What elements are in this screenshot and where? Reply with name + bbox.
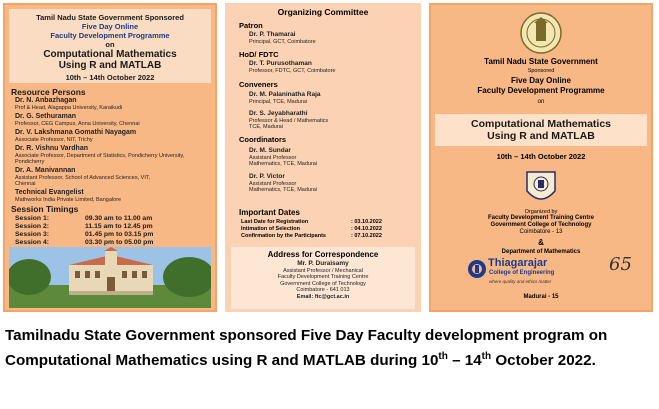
caption [5,325,655,371]
committee-member [249,91,321,105]
left-panel [3,3,217,312]
topic-line: Computational Mathematics [470,118,612,130]
tce-subtitle: College of Engineering [489,270,555,276]
left-header [9,9,211,83]
person-name: Dr. R. Vishnu Vardhan [15,145,89,152]
committee-title: Organizing Committee [277,7,369,17]
caption-text: Tamilnadu State Government sponsored Five Day Faculty development program on Computational Mathematics using R and MATLAB during 10 [5,327,608,370]
fdp-title [431,76,651,96]
committee-member [249,110,328,130]
caption-sup: th [438,351,448,362]
session-time: 03.30 pm to 05.00 pm [85,239,154,246]
session-time: 09.30 am to 11.00 am [85,215,153,222]
organizer [431,215,651,237]
member-name: Dr. P. Thamarai [249,31,296,38]
member-detail: Principal, GCT, Coimbatore [249,38,316,45]
contact-name: Mr. P. Duraisamy [297,260,349,267]
date-value: : 03.10.2022 [351,219,382,225]
person-name: Dr. A. Manivannan [15,167,76,174]
tce-anniversary: 65 [609,254,632,275]
organizer-line: Government College of Technology [490,222,592,229]
date-value: : 04.10.2022 [351,226,382,232]
date-label: Last Date for Registration [241,219,309,225]
committee-member [249,147,317,167]
tn-government-seal [431,11,651,60]
caption-sup: th [481,351,492,362]
date-row [241,226,382,233]
member-detail: Mathematics, TCE, Madurai [249,186,318,193]
member-detail: Professor & Head / Mathematics [249,117,329,124]
session-title: Session Timings [11,204,79,214]
member-detail: Professor, FDTC, GCT, Coimbatore [249,67,336,74]
conveners-role: Conveners [239,80,278,89]
campus-photo [9,247,211,308]
important-dates [241,219,382,240]
person-detail: Professor, CEG Campus, Anna University, Chennai [15,121,140,127]
address-line: Faculty Development Training Centre [277,274,369,280]
caption-text: October 2022. [491,352,596,370]
member-name: Dr. P. Victor [249,173,285,180]
gov-name: Tamil Nadu State Government [484,57,598,66]
resource-person [15,167,165,188]
resource-person [15,129,215,143]
middle-panel [225,3,421,312]
hod-role: HoD/ FDTC [239,50,279,59]
tce-logo-icon [467,258,487,285]
resource-person [15,189,215,203]
contact-email: Email: ftc@gct.ac.in [296,293,350,300]
tce-motto: where quality and ethics matter [489,279,552,284]
coordinators-role: Coordinators [239,135,287,144]
session-row [15,239,153,247]
person-name: Technical Evangelist [15,189,84,196]
fdp-line: Faculty Development Programme [50,31,170,40]
patron-role: Patron [239,21,263,30]
session-time: 01.45 pm to 03.15 pm [85,231,154,238]
person-detail: Prof & Head, Alagappa University, Karaikudi [15,105,123,111]
sponsored-label: Sponsored [527,68,555,74]
person-name: Dr. V. Lakshmana Gomathi Nayagam [15,129,137,136]
program-dates: 10th – 14th October 2022 [496,152,586,161]
date-row [241,219,382,226]
gct-logo [431,169,651,212]
member-name: Dr. T. Purusothaman [249,60,312,67]
person-detail: Assistant Professor, School of Advanced Sciences, VIT, Chennai [15,175,151,188]
session-row [15,215,153,223]
fdp-line: Five Day Online [510,76,572,85]
person-name: Dr. N. Anbazhagan [15,97,77,104]
address-line: Coimbatore - 641 013 [296,287,350,293]
location: Madurai - 15 [523,294,559,300]
session-label: Session 4: [15,239,49,246]
date-label: Confirmation by the Participants [241,233,326,239]
topic-banner [435,114,647,146]
resource-person [15,97,215,111]
session-row [15,231,153,239]
sponsor-line: Tamil Nadu State Government Sponsored [36,13,184,22]
committee-member [249,173,317,193]
topic-line: Using R and MATLAB [487,130,595,142]
date-label: Intimation of Selection [241,226,300,232]
member-name: Dr. M. Palaninatha Raja [249,91,321,98]
person-detail: Mathworks India Private Limited, Bangalore [15,197,122,203]
ampersand: & [538,238,544,247]
session-label: Session 1: [15,215,49,222]
session-row [15,223,153,231]
organized-by: Organized by [524,209,558,215]
member-detail: Mathematics, TCE, Madurai [249,160,318,167]
session-label: Session 3: [15,231,49,238]
session-list [15,215,153,247]
address-line: Assistant Professor / Mechanical [283,267,363,274]
organizer-line: Coimbatore - 13 [519,229,563,236]
session-label: Session 2: [15,223,49,230]
committee-member [249,60,336,74]
session-time: 11.15 am to 12.45 pm [85,223,153,230]
member-detail: Principal, TCE, Madurai [249,98,307,105]
person-detail: Associate Professor, Department of Statistics, Pondicherry University, Pondicherry [15,153,185,166]
topic-line: Using R and MATLAB [58,60,162,71]
address-title: Address for Correspondence [267,250,379,259]
date-row [241,233,382,240]
member-detail: TCE, Madurai [249,123,283,130]
committee-member [249,31,316,45]
fdp-line: Five Day Online [81,22,139,31]
person-detail: Associate Professor, NIT, Trichy [15,137,93,143]
date-value: : 07.10.2022 [351,233,382,239]
resource-person [15,113,215,127]
member-detail: Assistant Professor [249,154,297,161]
tce-name: Thiagarajar [488,257,548,269]
member-name: Dr. M. Sundar [249,147,291,154]
important-dates-title: Important Dates [239,208,300,217]
resource-title: Resource Persons [11,87,86,97]
address-line: Government College of Technology [280,280,366,287]
on-line: on [105,40,115,49]
organizer-line: Faculty Development Training Centre [487,215,595,221]
brochure [3,3,653,312]
address-box [231,247,415,309]
member-detail: Assistant Professor [249,180,297,187]
person-name: Dr. G. Sethuraman [15,113,77,120]
department: Department of Mathematics [501,249,581,255]
topic-line: Computational Mathematics [43,49,177,60]
dates-line: 10th – 14th October 2022 [65,73,155,82]
right-panel [429,3,653,312]
caption-text: – 14 [447,352,482,370]
on-label: on [537,99,545,105]
resource-person [15,145,205,166]
fdp-line: Faculty Development Programme [477,86,605,95]
member-name: Dr. S. Jeyabharathi [249,110,308,117]
